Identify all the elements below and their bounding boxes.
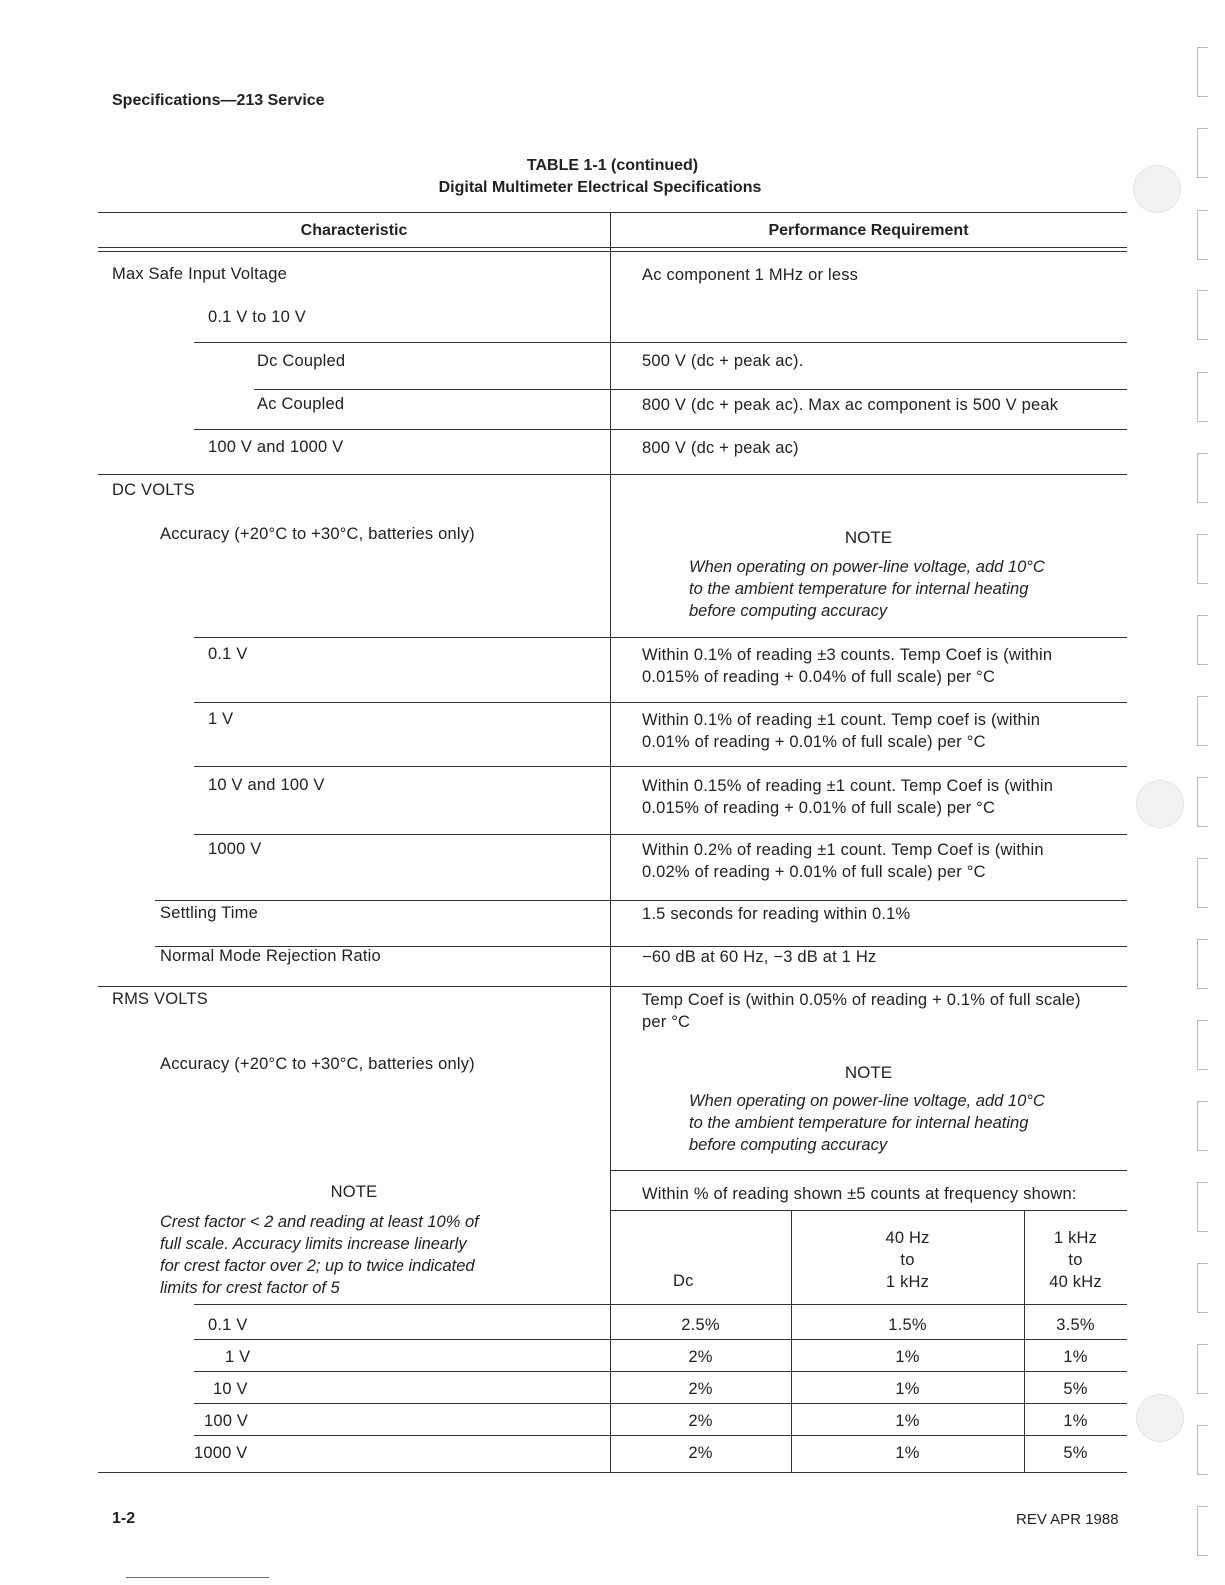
scan-edge-line: [126, 1577, 269, 1578]
dc-range: 10 V and 100 V: [208, 776, 325, 794]
rms-range: 0.1 V: [208, 1316, 248, 1334]
dc-perf-line: 0.015% of reading + 0.04% of full scale) per °C: [642, 668, 996, 686]
rms-range: 100 V: [204, 1412, 249, 1430]
dc-coupled-label: Dc Coupled: [257, 352, 346, 370]
row-rule: [194, 637, 1127, 638]
dc-note-line: When operating on power-line voltage, add 10°C: [689, 558, 1045, 576]
row-rule: [194, 1403, 1127, 1404]
rms-hi-value: 1%: [1063, 1412, 1088, 1430]
sub-column-divider: [791, 1210, 792, 1472]
max-safe-range2: 100 V and 1000 V: [208, 438, 344, 456]
rms-dc-value: 2.5%: [681, 1316, 720, 1334]
crest-note-line: Crest factor < 2 and reading at least 10% of: [160, 1213, 479, 1231]
row-rule: [194, 1435, 1127, 1436]
rms-accuracy-label: Accuracy (+20°C to +30°C, batteries only): [160, 1055, 475, 1073]
crest-note-line: limits for crest factor of 5: [160, 1279, 340, 1297]
section-rule: [98, 986, 1127, 987]
dc-range: 1 V: [208, 710, 234, 728]
dc-range: 1000 V: [208, 840, 262, 858]
table-title: TABLE 1-1 (continued): [526, 157, 699, 174]
ac-coupled-label: Ac Coupled: [257, 395, 345, 413]
dc-perf-line: 0.015% of reading + 0.01% of full scale) per °C: [642, 799, 996, 817]
dc-note-title: NOTE: [844, 528, 893, 547]
table-bottom-rule: [98, 1472, 1127, 1473]
rms-dc-value: 2%: [688, 1348, 713, 1366]
rms-hi-value: 1%: [1063, 1348, 1088, 1366]
revision-label: REV APR 1988: [1016, 1511, 1119, 1528]
col-header-characteristic: Characteristic: [300, 222, 408, 239]
dc-perf-line: Within 0.15% of reading ±1 count. Temp Coef is (within: [642, 777, 1054, 795]
crest-note-title: NOTE: [330, 1183, 378, 1201]
binder-hole: [1136, 1394, 1184, 1442]
row-rule: [194, 1339, 1127, 1340]
rms-range: 1 V: [225, 1348, 251, 1366]
binder-hole: [1133, 165, 1181, 213]
rms-hi-value: 3.5%: [1056, 1316, 1095, 1334]
rms-tempcoef-line: Temp Coef is (within 0.05% of reading + 0.1% of full scale): [642, 991, 1081, 1009]
dc-perf-line: Within 0.2% of reading ±1 count. Temp Coef is (within: [642, 841, 1044, 859]
header-double-rule: [98, 247, 1127, 252]
rms-volts-label: RMS VOLTS: [112, 990, 208, 1008]
rms-note-line: to the ambient temperature for internal heating: [689, 1114, 1029, 1132]
dc-note-line: before computing accuracy: [689, 602, 888, 620]
dc-perf-line: Within 0.1% of reading ±3 counts. Temp Coef is (within: [642, 646, 1053, 664]
row-rule: [254, 389, 1127, 390]
dc-range: 0.1 V: [208, 645, 248, 663]
freq-header-mid: 40 Hz: [885, 1229, 930, 1247]
row-rule: [194, 766, 1127, 767]
freq-header-mid: to: [900, 1251, 915, 1269]
freq-header-hi: to: [1068, 1251, 1083, 1269]
crest-note-line: for crest factor over 2; up to twice indicated: [160, 1257, 475, 1275]
rms-note-line: before computing accuracy: [689, 1136, 888, 1154]
row-rule: [194, 1304, 1127, 1305]
freq-header-mid: 1 kHz: [885, 1273, 930, 1291]
rms-hi-value: 5%: [1063, 1444, 1088, 1462]
row-rule: [610, 1210, 1127, 1211]
rms-range: 10 V: [213, 1380, 248, 1398]
sub-column-divider: [1024, 1210, 1025, 1472]
row-rule: [194, 1371, 1127, 1372]
max-safe-range1: 0.1 V to 10 V: [208, 308, 306, 326]
binder-hole: [1136, 780, 1184, 828]
freq-header-hi: 40 kHz: [1049, 1273, 1102, 1291]
settling-time-label: Settling Time: [160, 904, 258, 922]
nmrr-perf: −60 dB at 60 Hz, −3 dB at 1 Hz: [642, 948, 877, 966]
rms-dc-value: 2%: [688, 1444, 713, 1462]
settling-time-perf: 1.5 seconds for reading within 0.1%: [642, 905, 911, 923]
table-top-rule: [98, 212, 1127, 213]
rms-mid-value: 1%: [895, 1380, 920, 1398]
rms-dc-value: 2%: [688, 1412, 713, 1430]
max-safe-label: Max Safe Input Voltage: [112, 265, 288, 283]
rms-mid-value: 1.5%: [888, 1316, 927, 1334]
row-rule: [194, 702, 1127, 703]
dc-accuracy-label: Accuracy (+20°C to +30°C, batteries only): [160, 525, 475, 543]
dc-perf-line: 0.02% of reading + 0.01% of full scale) per °C: [642, 863, 986, 881]
rms-note-title: NOTE: [844, 1063, 893, 1082]
dc-note-line: to the ambient temperature for internal heating: [689, 580, 1029, 598]
row-rule: [155, 900, 1127, 901]
row-rule: [610, 1170, 1127, 1171]
running-head: Specifications—213 Service: [112, 92, 325, 109]
rms-dc-value: 2%: [688, 1380, 713, 1398]
rms-mid-value: 1%: [895, 1348, 920, 1366]
rms-range: 1000 V: [194, 1444, 248, 1462]
max-safe-range2-perf: 800 V (dc + peak ac): [642, 439, 799, 457]
dc-perf-line: 0.01% of reading + 0.01% of full scale) per °C: [642, 733, 986, 751]
freq-header-dc: Dc: [673, 1272, 694, 1290]
dc-volts-label: DC VOLTS: [112, 481, 195, 499]
table-subtitle: Digital Multimeter Electrical Specifications: [438, 179, 762, 196]
row-rule: [194, 834, 1127, 835]
rms-tempcoef-line: per °C: [642, 1013, 691, 1031]
row-rule: [194, 429, 1127, 430]
col-header-performance: Performance Requirement: [768, 222, 969, 239]
ac-coupled-perf: 800 V (dc + peak ac). Max ac component is 500 V peak: [642, 396, 1059, 414]
nmrr-label: Normal Mode Rejection Ratio: [160, 947, 381, 965]
row-rule: [194, 342, 1127, 343]
dc-perf-line: Within 0.1% of reading ±1 count. Temp coef is (within: [642, 711, 1041, 729]
column-divider: [610, 212, 611, 1472]
max-safe-perf: Ac component 1 MHz or less: [642, 266, 859, 284]
rms-hi-value: 5%: [1063, 1380, 1088, 1398]
page-number: 1-2: [112, 1510, 136, 1527]
section-rule: [98, 474, 1127, 475]
dc-coupled-perf: 500 V (dc + peak ac).: [642, 352, 804, 370]
rms-mid-value: 1%: [895, 1412, 920, 1430]
freq-header-hi: 1 kHz: [1053, 1229, 1098, 1247]
crest-note-line: full scale. Accuracy limits increase linearly: [160, 1235, 467, 1253]
rms-note-line: When operating on power-line voltage, add 10°C: [689, 1092, 1045, 1110]
rms-mid-value: 1%: [895, 1444, 920, 1462]
rms-within-text: Within % of reading shown ±5 counts at frequency shown:: [642, 1185, 1077, 1203]
